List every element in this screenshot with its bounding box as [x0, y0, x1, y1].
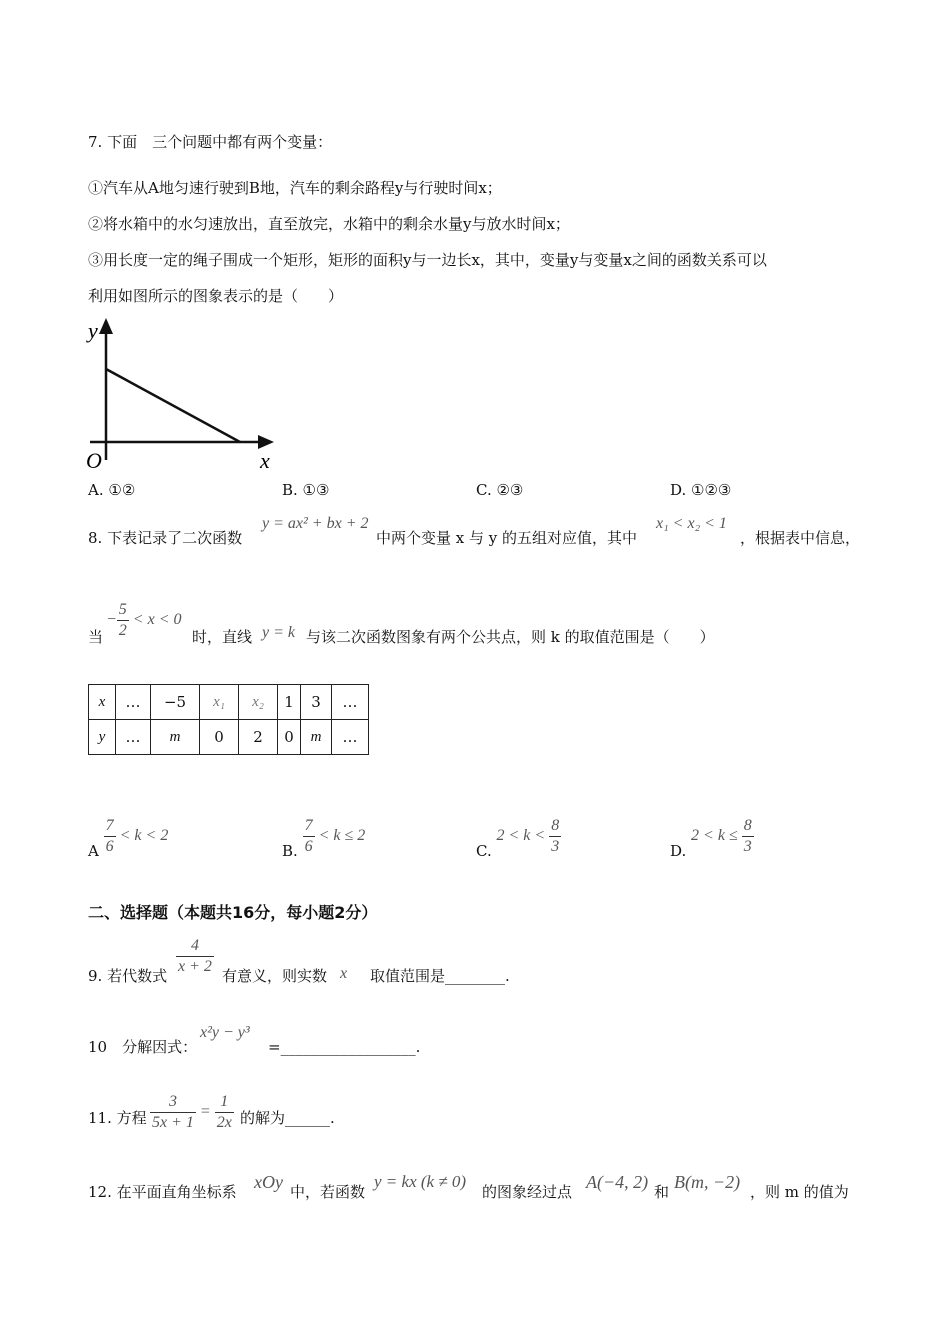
frac-den: 5x + 1 [152, 1114, 194, 1131]
q8-option-a [88, 816, 169, 860]
q8-function: y = ax² + bx + 2 [262, 515, 369, 532]
frac-num: 8 [551, 817, 560, 834]
table-cell: 2 [239, 720, 278, 755]
option-label: B. [282, 842, 298, 860]
frac-num: 3 [168, 1093, 177, 1110]
q12-p2: 中，若函数 [290, 1183, 366, 1201]
table-cell: … [332, 720, 369, 755]
graph-line [106, 369, 240, 442]
q8-range-den: 2 [118, 622, 127, 639]
q7-item1: ①汽车从A地匀速行驶到B地，汽车的剩余路程y与行驶时间x； [88, 179, 502, 197]
q9-fraction [176, 936, 214, 977]
option-pre: 2 < k < [496, 827, 546, 845]
frac-den: x + 2 [178, 958, 212, 975]
q9-var: x [340, 965, 348, 982]
y-axis-label: y [88, 318, 98, 343]
q10-p2: =__________________. [268, 1038, 421, 1056]
table-cell: x [89, 685, 116, 720]
q11-p1: 11. 方程 [88, 1109, 147, 1127]
q8-option-c [476, 816, 561, 860]
q10-expr: x²y − y³ [200, 1024, 250, 1041]
section-heading: 二、选择题（本题共16分，每小题2分） [88, 903, 378, 922]
q8-p1: 8. 下表记录了二次函数 [88, 529, 243, 547]
table-cell: 3 [301, 685, 332, 720]
q8-p2: 中两个变量 x 与 y 的五组对应值，其中 [376, 529, 638, 547]
table-cell: x₂ [239, 685, 278, 720]
option-label: D. [670, 842, 687, 860]
option-rest: < k ≤ 2 [318, 827, 366, 845]
table-cell: 0 [278, 720, 301, 755]
q12-p3: 的图象经过点 [482, 1183, 573, 1201]
x-axis-label: x [260, 448, 270, 472]
q7-option-a: A. ①② [88, 481, 136, 499]
table-row [89, 685, 369, 720]
q8-p3: ，根据表中信息， [740, 529, 861, 547]
q7-option-c: C. ②③ [476, 481, 524, 499]
frac-num: 4 [190, 937, 199, 954]
table-cell: m [151, 720, 200, 755]
equals-sign: = [199, 1103, 211, 1121]
frac-den: 2x [216, 1114, 232, 1131]
q12-p1: 12. 在平面直角坐标系 [88, 1183, 237, 1201]
table-cell: 1 [278, 685, 301, 720]
q8-p4: 时，直线 [192, 628, 253, 646]
q7-item2: ②将水箱中的水匀速放出，直至放完，水箱中的剩余水量y与放水时间x； [88, 215, 570, 233]
frac-num: 1 [220, 1093, 229, 1110]
x-axis-arrow-icon [258, 435, 274, 449]
table-cell: y [89, 720, 116, 755]
option-label: A [88, 842, 99, 860]
q7-stem: 7. 下面 三个问题中都有两个变量： [88, 133, 333, 151]
q8-range-minus: − [106, 611, 117, 629]
frac-num: 7 [105, 817, 114, 834]
q7-option-b: B. ①③ [282, 481, 330, 499]
frac-den: 6 [304, 838, 313, 855]
table-cell: −5 [151, 685, 200, 720]
q8-condition: x₁ < x₂ < 1 [656, 515, 727, 532]
q8-p5: 与该二次函数图象有两个公共点，则 k 的取值范围是（ ） [306, 628, 715, 646]
table-cell: … [332, 685, 369, 720]
q10-p1: 10 分解因式： [88, 1038, 198, 1056]
q8-range-post: < x < 0 [132, 611, 182, 629]
origin-label: O [86, 448, 102, 472]
table-cell: m [301, 720, 332, 755]
q12-point-a: A(−4, 2) [586, 1172, 649, 1192]
q11-p2: 的解为______. [240, 1109, 335, 1127]
q8-dang: 当 [88, 628, 104, 646]
table-cell: … [116, 720, 151, 755]
q8-range-num: 5 [118, 601, 127, 618]
frac-den: 3 [743, 838, 752, 855]
q12-he: 和 [654, 1183, 670, 1201]
table-cell: … [116, 685, 151, 720]
table-cell: x₁ [200, 685, 239, 720]
q8-value-table [88, 684, 369, 755]
q9-p3: 取值范围是________. [370, 967, 510, 985]
q12-xoy: xOy [254, 1172, 283, 1192]
q7-item3: ③用长度一定的绳子围成一个矩形，矩形的面积y与一边长x，其中，变量y与变量x之间的函数关系可以 [88, 251, 767, 269]
q12-function: y = kx (k ≠ 0) [374, 1172, 467, 1191]
frac-num: 8 [743, 817, 752, 834]
q11-equation [150, 1092, 234, 1133]
y-axis-arrow-icon [99, 318, 113, 334]
table-row [89, 720, 369, 755]
option-label: C. [476, 842, 492, 860]
option-rest: < k < 2 [119, 827, 169, 845]
frac-den: 3 [551, 838, 560, 855]
frac-num: 7 [304, 817, 313, 834]
q8-line: y = k [262, 624, 295, 641]
q7-graph [80, 312, 290, 472]
q7-option-d: D. ①②③ [670, 481, 732, 499]
q12-point-b: B(m, −2) [674, 1172, 741, 1192]
table-cell: 0 [200, 720, 239, 755]
q8-range [106, 600, 182, 641]
q7-item3-cont: 利用如图所示的图象表示的是（ ） [88, 287, 344, 305]
q12-p4: ，则 m 的值为 [750, 1183, 849, 1201]
frac-den: 6 [105, 838, 114, 855]
q9-p1: 9. 若代数式 [88, 967, 168, 985]
option-pre: 2 < k ≤ [691, 827, 738, 845]
q8-option-d [670, 816, 754, 860]
q8-option-b [282, 816, 366, 860]
q9-p2: 有意义，则实数 [222, 967, 328, 985]
